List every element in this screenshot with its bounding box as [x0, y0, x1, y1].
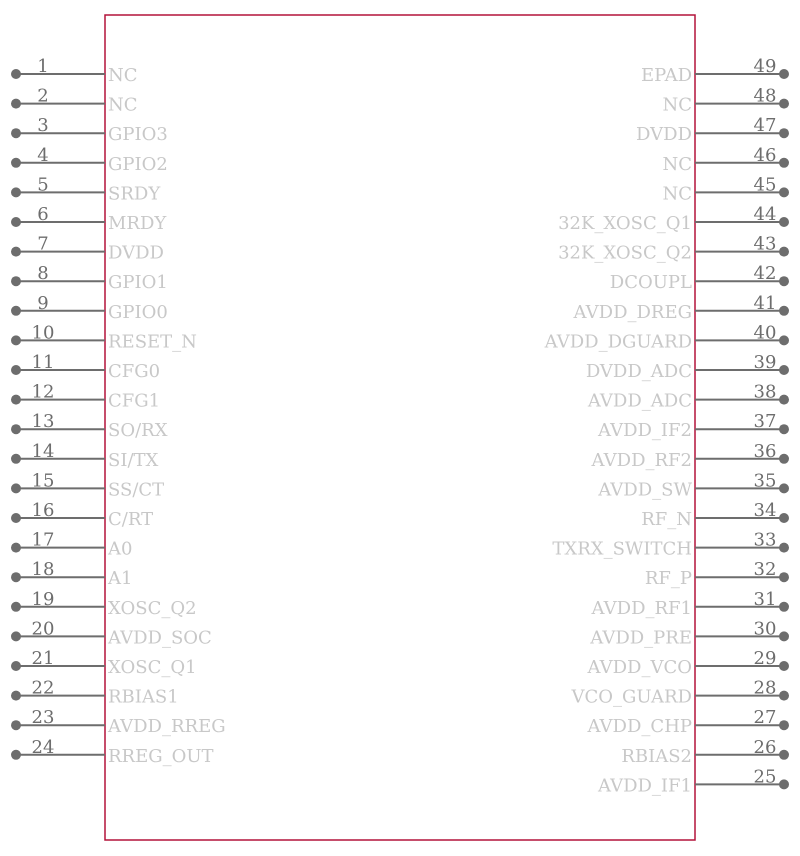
right-pin-40[interactable] — [544, 322, 789, 352]
pin-endpoint-dot[interactable] — [11, 572, 21, 582]
pin-number: 31 — [753, 588, 777, 610]
pin-name: RESET_N — [108, 331, 197, 353]
pin-number: 16 — [31, 500, 55, 521]
right-pin-33[interactable] — [552, 530, 789, 560]
pin-endpoint-dot[interactable] — [11, 513, 21, 523]
pin-endpoint-dot[interactable] — [779, 335, 789, 345]
pin-name: RBIAS2 — [621, 745, 692, 767]
pin-number: 8 — [37, 263, 49, 285]
pin-number: 20 — [31, 618, 55, 640]
pin-number: 13 — [31, 411, 55, 433]
pin-name: SO/RX — [108, 420, 168, 442]
pin-number: 28 — [753, 677, 777, 699]
pin-endpoint-dot[interactable] — [11, 158, 21, 168]
pin-number: 38 — [753, 381, 777, 403]
pin-number: 42 — [753, 263, 777, 285]
pin-name: EPAD — [640, 65, 692, 86]
pin-endpoint-dot[interactable] — [779, 779, 789, 789]
pin-number: 44 — [753, 204, 777, 225]
pin-number: 21 — [31, 648, 55, 669]
pin-number: 36 — [753, 440, 777, 462]
pin-number: 10 — [31, 322, 55, 344]
left-pin-8[interactable] — [11, 263, 168, 293]
pin-name: NC — [108, 94, 138, 116]
pin-endpoint-dot[interactable] — [11, 128, 21, 138]
pin-endpoint-dot[interactable] — [11, 483, 21, 493]
pin-number: 11 — [31, 352, 55, 373]
pin-number: 33 — [753, 529, 777, 551]
pin-number: 1 — [37, 56, 49, 77]
right-pin-41[interactable] — [573, 293, 789, 323]
pin-number: 25 — [753, 766, 777, 788]
pin-number: 23 — [31, 707, 55, 729]
pin-endpoint-dot[interactable] — [11, 691, 21, 701]
pin-name: SS/CT — [108, 479, 165, 501]
pin-name: A0 — [108, 538, 133, 560]
right-pin-27[interactable] — [586, 707, 789, 737]
left-pin-12[interactable] — [11, 382, 160, 412]
pin-name: RF_N — [641, 509, 692, 530]
right-pin-45[interactable] — [662, 174, 789, 204]
pin-number: 41 — [753, 292, 777, 314]
pin-name: SI/TX — [108, 449, 159, 471]
left-pin-23[interactable] — [11, 707, 226, 737]
pin-endpoint-dot[interactable] — [11, 543, 21, 553]
pin-name: GPIO0 — [108, 301, 168, 323]
pin-name: RREG_OUT — [108, 745, 214, 767]
right-pin-43[interactable] — [558, 234, 789, 264]
right-pin-25[interactable] — [597, 766, 789, 796]
pin-name: A1 — [108, 568, 133, 590]
pin-endpoint-dot[interactable] — [779, 306, 789, 316]
pin-name: MRDY — [108, 213, 167, 234]
left-pin-18[interactable] — [11, 559, 132, 589]
left-pin-20[interactable] — [11, 618, 212, 648]
pin-endpoint-dot[interactable] — [779, 572, 789, 582]
pin-endpoint-dot[interactable] — [779, 602, 789, 612]
pin-endpoint-dot[interactable] — [11, 661, 21, 671]
pin-endpoint-dot[interactable] — [779, 187, 789, 197]
pin-name: NC — [662, 183, 692, 205]
pin-name: AVDD_PRE — [590, 627, 692, 649]
pin-endpoint-dot[interactable] — [779, 128, 789, 138]
pin-name: NC — [108, 65, 138, 86]
pin-endpoint-dot[interactable] — [779, 720, 789, 730]
left-pin-14[interactable] — [11, 441, 159, 471]
pin-endpoint-dot[interactable] — [11, 99, 21, 109]
pin-number: 4 — [37, 144, 49, 166]
right-pin-42[interactable] — [610, 263, 789, 293]
pin-name: SRDY — [108, 183, 161, 205]
pin-number: 46 — [753, 144, 777, 166]
pin-name: C/RT — [108, 509, 154, 530]
pin-name: GPIO1 — [108, 272, 168, 294]
pin-name: AVDD_IF1 — [597, 775, 692, 797]
pin-endpoint-dot[interactable] — [779, 424, 789, 434]
pin-number: 43 — [753, 233, 777, 255]
pin-endpoint-dot[interactable] — [11, 187, 21, 197]
pin-number: 19 — [31, 588, 55, 610]
pin-endpoint-dot[interactable] — [779, 483, 789, 493]
left-pin-15[interactable] — [11, 470, 164, 500]
pin-name: AVDD_SW — [598, 479, 692, 501]
pin-endpoint-dot[interactable] — [11, 395, 21, 405]
left-pin-2[interactable] — [11, 86, 138, 116]
left-pin-10[interactable] — [11, 322, 197, 352]
pin-endpoint-dot[interactable] — [11, 424, 21, 434]
left-pin-13[interactable] — [11, 411, 168, 441]
right-pin-28[interactable] — [570, 678, 789, 708]
pin-number: 40 — [753, 322, 777, 344]
left-pin-22[interactable] — [11, 678, 179, 708]
left-pin-4[interactable] — [11, 145, 168, 175]
pin-endpoint-dot[interactable] — [11, 335, 21, 345]
pin-number: 47 — [753, 115, 777, 137]
right-pin-38[interactable] — [587, 382, 789, 412]
left-pin-9[interactable] — [11, 293, 168, 323]
pin-number: 24 — [31, 736, 55, 758]
pin-endpoint-dot[interactable] — [779, 513, 789, 523]
right-pin-26[interactable] — [621, 737, 789, 767]
pin-endpoint-dot[interactable] — [11, 720, 21, 730]
pin-number: 22 — [31, 677, 55, 699]
pin-number: 37 — [753, 411, 777, 433]
pin-endpoint-dot[interactable] — [11, 365, 21, 375]
pin-name: AVDD_DREG — [573, 301, 692, 323]
pin-endpoint-dot[interactable] — [779, 99, 789, 109]
right-pin-49[interactable] — [641, 56, 789, 86]
pin-name: DVDD — [636, 124, 692, 146]
right-pin-32[interactable] — [645, 559, 789, 589]
pin-name: AVDD_DGUARD — [544, 331, 692, 353]
pin-endpoint-dot[interactable] — [779, 365, 789, 375]
pin-name: CFG1 — [108, 390, 161, 412]
pin-endpoint-dot[interactable] — [779, 661, 789, 671]
pin-name: RF_P — [644, 568, 692, 590]
pin-number: 17 — [31, 529, 55, 551]
pin-name: AVDD_RF1 — [591, 597, 692, 619]
pin-name: XOSC_Q1 — [108, 657, 197, 678]
pin-number: 39 — [753, 352, 777, 373]
pin-name: DCOUPL — [609, 272, 692, 294]
pin-name: AVDD_IF2 — [597, 420, 692, 442]
pin-name: XOSC_Q2 — [108, 597, 197, 619]
pin-name: CFG0 — [108, 361, 161, 382]
left-pin-7[interactable] — [11, 234, 164, 264]
pin-endpoint-dot[interactable] — [779, 454, 789, 464]
right-pin-34[interactable] — [641, 500, 789, 530]
right-pin-31[interactable] — [591, 589, 789, 619]
left-pin-16[interactable] — [11, 500, 153, 530]
pin-number: 12 — [31, 381, 55, 403]
pin-name: AVDD_RREG — [108, 716, 226, 738]
pin-number: 45 — [753, 174, 777, 196]
pin-name: DVDD_ADC — [585, 361, 692, 382]
pin-endpoint-dot[interactable] — [779, 395, 789, 405]
pin-endpoint-dot[interactable] — [779, 631, 789, 641]
pin-name: DVDD — [108, 242, 164, 264]
pin-endpoint-dot[interactable] — [779, 750, 789, 760]
pin-number: 32 — [753, 559, 777, 581]
pin-name: NC — [662, 94, 692, 116]
right-pin-48[interactable] — [662, 86, 789, 116]
pin-endpoint-dot[interactable] — [779, 217, 789, 227]
right-pin-44[interactable] — [558, 204, 789, 234]
pin-endpoint-dot[interactable] — [779, 69, 789, 79]
left-pin-1[interactable] — [11, 56, 138, 86]
pin-name: GPIO2 — [108, 153, 168, 175]
pin-name: AVDD_VCO — [587, 657, 692, 678]
pin-name: AVDD_SOC — [108, 627, 212, 649]
left-pin-17[interactable] — [11, 530, 132, 560]
pin-name: VCO_GUARD — [571, 686, 692, 708]
right-pin-group — [544, 56, 789, 796]
pin-endpoint-dot[interactable] — [779, 691, 789, 701]
pin-number: 29 — [753, 648, 777, 669]
pin-number: 2 — [37, 85, 49, 107]
pin-endpoint-dot[interactable] — [11, 454, 21, 464]
pin-endpoint-dot[interactable] — [11, 276, 21, 286]
left-pin-3[interactable] — [11, 115, 168, 145]
pin-number: 18 — [31, 559, 55, 581]
pin-number: 30 — [753, 618, 777, 640]
left-pin-6[interactable] — [11, 204, 167, 234]
pin-endpoint-dot[interactable] — [11, 750, 21, 760]
pin-number: 5 — [37, 174, 49, 196]
pin-name: AVDD_ADC — [587, 390, 692, 412]
right-pin-29[interactable] — [587, 648, 790, 678]
pin-number: 7 — [37, 233, 49, 255]
pin-number: 26 — [753, 736, 777, 758]
pin-name: RBIAS1 — [108, 686, 179, 708]
left-pin-5[interactable] — [11, 174, 161, 204]
pin-endpoint-dot[interactable] — [11, 247, 21, 257]
pin-endpoint-dot[interactable] — [11, 69, 21, 79]
pin-endpoint-dot[interactable] — [779, 276, 789, 286]
pin-endpoint-dot[interactable] — [779, 158, 789, 168]
pin-name: AVDD_CHP — [587, 716, 692, 738]
pin-number: 9 — [37, 292, 49, 314]
pin-name: NC — [662, 153, 692, 175]
pin-name: TXRX_SWITCH — [552, 538, 692, 560]
left-pin-11[interactable] — [11, 352, 160, 382]
pin-number: 3 — [37, 115, 49, 137]
pin-number: 49 — [753, 56, 777, 77]
right-pin-36[interactable] — [591, 441, 789, 471]
pin-number: 15 — [31, 470, 55, 492]
right-pin-39[interactable] — [586, 352, 789, 382]
pin-number: 6 — [37, 204, 49, 225]
left-pin-19[interactable] — [11, 589, 197, 619]
pin-number: 34 — [753, 500, 777, 521]
pin-name: 32K_XOSC_Q2 — [558, 242, 692, 264]
pin-endpoint-dot[interactable] — [779, 247, 789, 257]
right-pin-37[interactable] — [597, 411, 789, 441]
right-pin-46[interactable] — [662, 145, 789, 175]
left-pin-24[interactable] — [11, 737, 214, 767]
pin-endpoint-dot[interactable] — [11, 217, 21, 227]
pin-name: GPIO3 — [108, 124, 168, 146]
pin-endpoint-dot[interactable] — [11, 631, 21, 641]
pin-name: 32K_XOSC_Q1 — [558, 213, 692, 234]
pin-endpoint-dot[interactable] — [779, 543, 789, 553]
pin-number: 35 — [753, 470, 777, 492]
right-pin-30[interactable] — [589, 618, 789, 648]
pin-name: AVDD_RF2 — [591, 449, 692, 471]
left-pin-group — [11, 56, 226, 767]
pin-endpoint-dot[interactable] — [11, 602, 21, 612]
pin-endpoint-dot[interactable] — [11, 306, 21, 316]
right-pin-47[interactable] — [636, 115, 789, 145]
right-pin-35[interactable] — [597, 470, 789, 500]
left-pin-21[interactable] — [11, 648, 197, 678]
pin-number: 27 — [753, 707, 777, 729]
pin-number: 14 — [31, 440, 55, 462]
pin-number: 48 — [753, 85, 777, 107]
